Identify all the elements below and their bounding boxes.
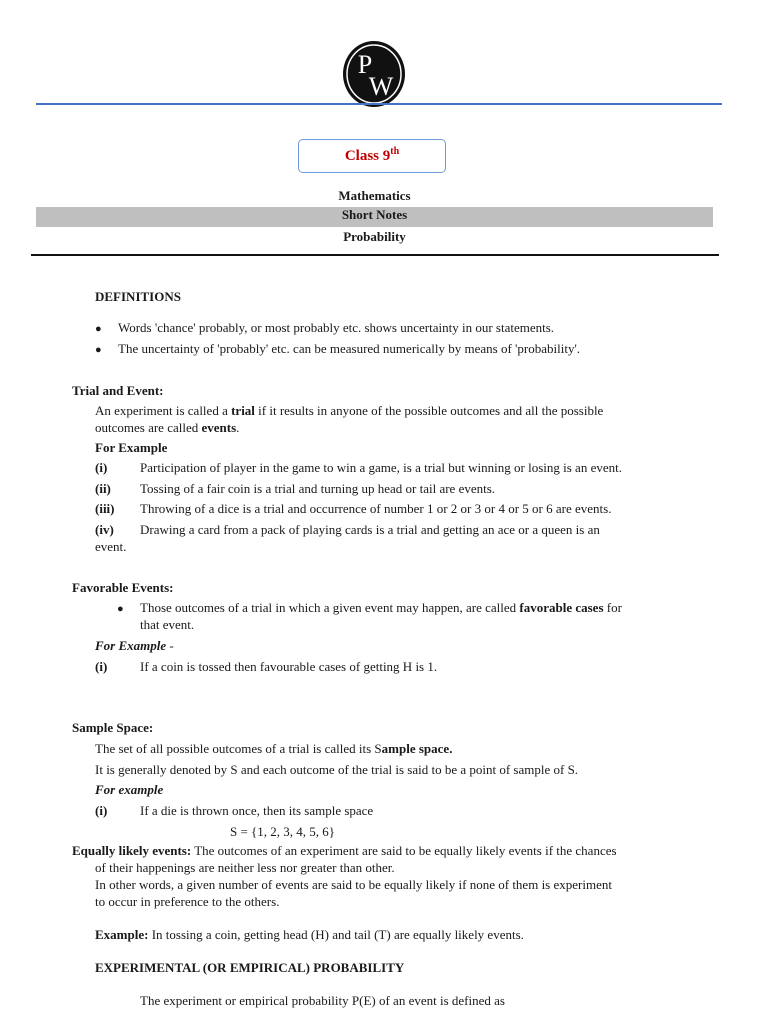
favorable-bullet-line-2: that event. (140, 617, 195, 632)
favorable-bullet-line-1: Those outcomes of a trial in which a given event may happen, are called favorable cases for (140, 600, 622, 615)
favorable-heading: Favorable Events: (72, 580, 174, 595)
pw-logo (341, 39, 407, 109)
trial-item-text-2: Tossing of a fair coin is a trial and turning up head or tail are events. (140, 481, 496, 496)
header-rule (36, 103, 722, 105)
trial-event-line-2: outcomes are called events. (95, 420, 240, 435)
favorable-item-num: (i) (95, 659, 108, 674)
definitions-heading: DEFINITIONS (95, 289, 181, 304)
class-label: Class 9 (344, 148, 391, 164)
sample-example-heading: For example (95, 782, 164, 797)
definition-bullet-1: Words 'chance' probably, or most probably etc. shows uncertainty in our statements. (118, 320, 555, 335)
equally-likely-line-3: In other words, a given number of events are said to be equally likely if none of them is experiment (95, 877, 612, 892)
subject-title: Mathematics (338, 188, 411, 203)
trial-item-num-4: (iv) (95, 522, 114, 537)
equally-likely-line-2: of their happenings are neither less nor greater than other. (95, 860, 395, 875)
header-bottom-rule (31, 254, 719, 256)
class-suffix: th (390, 146, 400, 157)
svg-text:P: P (357, 50, 373, 79)
equally-likely-example: Example: In tossing a coin, getting head (H) and tail (T) are equally likely events. (95, 927, 524, 942)
experimental-line-1: The experiment or empirical probability P(E) of an event is defined as (140, 993, 505, 1008)
trial-item-num-1: (i) (95, 460, 108, 475)
trial-item-text-3: Throwing of a dice is a trial and occurrence of number 1 or 2 or 3 or 4 or 5 or 6 are events. (140, 501, 612, 516)
trial-item-num-2: (ii) (95, 481, 111, 496)
bullet-icon: ● (95, 344, 102, 356)
equally-likely-line-4: to occur in preference to the others. (95, 894, 280, 909)
sample-space-set: S = {1, 2, 3, 4, 5, 6} (230, 824, 336, 839)
sample-space-line-1: The set of all possible outcomes of a trial is called its Sample space. (95, 741, 453, 756)
sample-item-num: (i) (95, 803, 108, 818)
trial-item-text-1: Participation of player in the game to win a game, is a trial but winning or losing is an event. (140, 460, 622, 475)
class-badge (298, 139, 446, 173)
chapter-title: Probability (343, 229, 406, 244)
bullet-icon: ● (95, 323, 102, 335)
bullet-icon: ● (117, 603, 124, 615)
trial-item-cont-4: event. (95, 539, 127, 554)
notes-type: Short Notes (341, 207, 408, 222)
trial-event-heading: Trial and Event: (72, 383, 164, 398)
trial-item-num-3: (iii) (95, 501, 115, 516)
equally-likely-line-1: Equally likely events: The outcomes of an experiment are said to be equally likely events if the chances (72, 843, 617, 858)
favorable-item-text: If a coin is tossed then favourable cases of getting H is 1. (140, 659, 438, 674)
favorable-example-heading: For Example - (95, 638, 174, 653)
trial-example-heading: For Example (95, 440, 168, 455)
definition-bullet-2: The uncertainty of 'probably' etc. can be measured numerically by means of 'probability'. (118, 341, 581, 356)
trial-item-text-4: Drawing a card from a pack of playing cards is a trial and getting an ace or a queen is an (140, 522, 600, 537)
sample-space-heading: Sample Space: (72, 720, 154, 735)
experimental-heading: EXPERIMENTAL (OR EMPIRICAL) PROBABILITY (95, 960, 405, 975)
sample-item-text: If a die is thrown once, then its sample space (140, 803, 374, 818)
trial-event-line-1: An experiment is called a trial if it results in anyone of the possible outcomes and all the possible (95, 403, 604, 418)
sample-space-line-2: It is generally denoted by S and each outcome of the trial is said to be a point of sample of S. (95, 762, 579, 777)
svg-text:W: W (368, 72, 394, 101)
